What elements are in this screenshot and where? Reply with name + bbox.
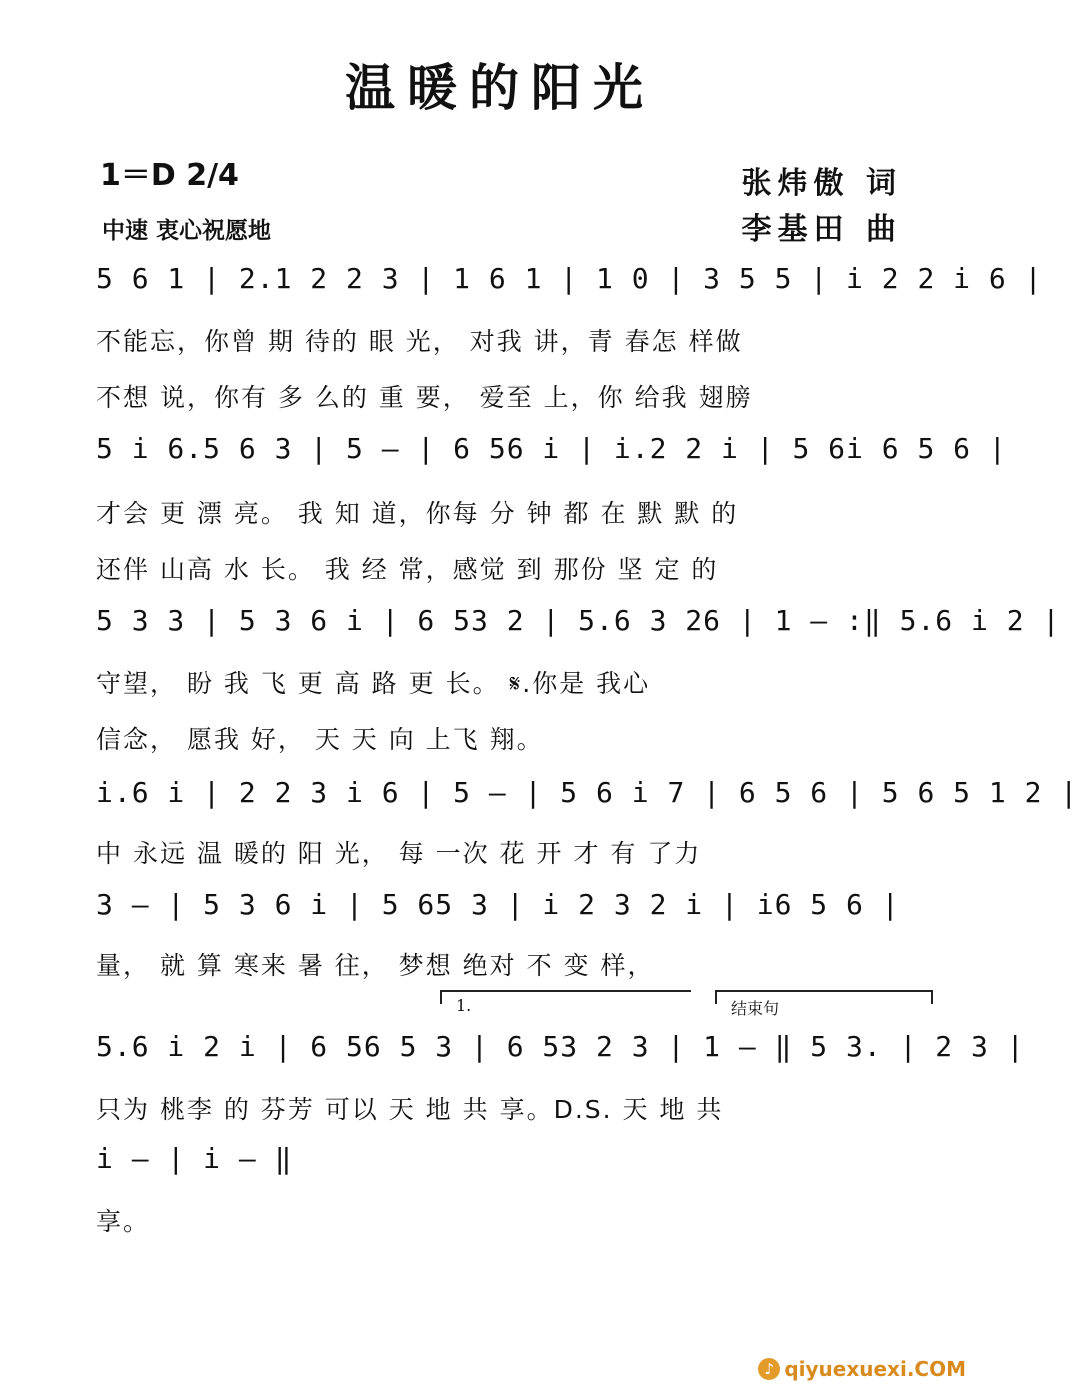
song-title: 温暖的阳光 <box>345 58 655 117</box>
lyric-line: 量， 就 算 寒来 暑 往， 梦想 绝对 不 变 样， <box>96 951 655 980</box>
notation-row: 3 — | 5 3 6 i | 5 65 3 | i 2 3 2 i | i6 5 6 | <box>96 888 900 921</box>
notation-row: i.6 i | 2 2 3 i 6 | 5 — | 5 6 i 7 | 6 5 6 | 5 6 5 1 2 | <box>96 776 1078 809</box>
watermark-text: qiyuexuexi.COM <box>784 1357 966 1381</box>
notation-row: 5 i 6.5 6 3 | 5 — | 6 56 i | i.2 2 i | 5 6i 6 5 6 | <box>96 432 1007 465</box>
lyric-line: 才会 更 漂 亮。 我 知 道，你每 分 钟 都 在 默 默 的 <box>96 499 739 528</box>
site-watermark <box>758 1357 966 1381</box>
notation-row: 5 3 3 | 5 3 6 i | 6 53 2 | 5.6 3 26 | 1 — :‖ 5.6 i 2 | <box>96 604 1061 637</box>
first-ending-bracket <box>440 990 691 1015</box>
lyric-line: 信念， 愿我 好， 天 天 向 上飞 翔。 <box>96 725 544 754</box>
coda-ending-label: 结束句 <box>731 999 780 1018</box>
notation-row: i — | i — ‖ <box>96 1142 293 1175</box>
lyric-line: 还伴 山高 水 长。 我 经 常，感觉 到 那份 坚 定 的 <box>96 555 719 584</box>
lyric-line: 中 永远 温 暖的 阳 光， 每 一次 花 开 才 有 了力 <box>96 839 702 868</box>
notation-row: 5 6 1 | 2.1 2 2 3 | 1 6 1 | 1 0 | 3 5 5 | i 2 2 i 6 | <box>96 262 1043 295</box>
coda-ending-bracket <box>715 990 933 1018</box>
tempo-marking: 中速 衷心祝愿地 <box>102 218 272 244</box>
lyric-line: 只为 桃李 的 芬芳 可以 天 地 共 享。D.S. 天 地 共 <box>96 1095 724 1124</box>
lyric-line: 守望， 盼 我 飞 更 高 路 更 长。 𝄋.你是 我心 <box>96 669 651 698</box>
lyricist-credit: 张炜傲 词 <box>741 166 902 201</box>
composer-credit: 李基田 曲 <box>741 212 902 247</box>
lyric-line: 不能忘，你曾 期 待的 眼 光， 对我 讲，青 春怎 样做 <box>96 327 743 356</box>
note-logo-icon: ♪ <box>758 1358 780 1380</box>
lyric-line: 享。 <box>96 1207 151 1236</box>
notation-row: 5.6 i 2 i | 6 56 5 3 | 6 53 2 3 | 1 — ‖ 5 3. | 2 3 | <box>96 1030 1025 1063</box>
key-time-signature: 1＝D 2/4 <box>100 158 239 193</box>
first-ending-label: 1. <box>456 996 472 1015</box>
lyric-line: 不想 说，你有 多 么的 重 要， 爱至 上，你 给我 翅膀 <box>96 383 753 412</box>
